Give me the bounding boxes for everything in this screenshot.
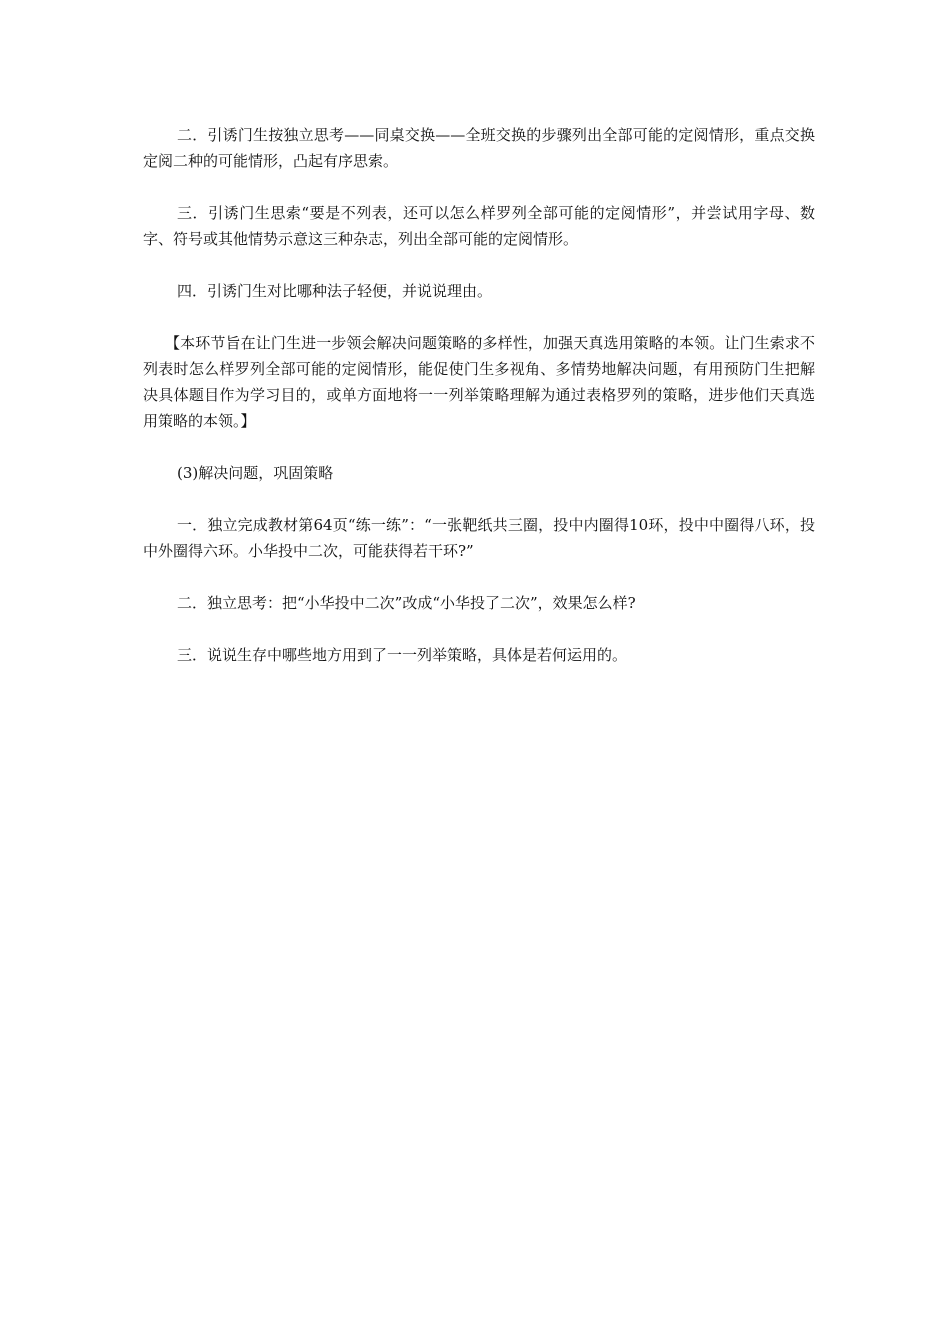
paragraph-design-note: 【本环节旨在让门生进一步领会解决问题策略的多样性，加强天真选用策略的本领。让门生索求不列表时怎么样罗列全部可能的定阅情形，能促使门生多视角、多情势地解决问题，有用预防门生把解决具体题目作为学习目的，或单方面地将一一列举策略理解为通过表格罗列的策略，进步他们天真选用策略的本领。】 <box>143 334 815 430</box>
paragraph-exercise-1: 一．独立完成教材第64页“练一练”：“一张靶纸共三圈，投中内圈得10环，投中中圈得八环，投中外圈得六环。小华投中二次，可能获得若干环?” <box>143 516 815 560</box>
paragraph-step-2: 二．引诱门生按独立思考——同桌交换——全班交换的步骤列出全部可能的定阅情形，重点交换定阅二种的可能情形，凸起有序思索。 <box>143 126 815 170</box>
section-heading-solve-problems: (3)解决问题，巩固策略 <box>177 464 334 482</box>
paragraph-step-4: 四．引诱门生对比哪种法子轻便，并说说理由。 <box>177 282 493 300</box>
document-page <box>143 122 815 694</box>
paragraph-exercise-2: 二．独立思考：把“小华投中二次”改成“小华投了二次”，效果怎么样? <box>177 594 636 612</box>
paragraph-exercise-3: 三．说说生存中哪些地方用到了一一列举策略，具体是若何运用的。 <box>177 646 628 664</box>
paragraph-step-3: 三．引诱门生思索“要是不列表，还可以怎么样罗列全部可能的定阅情形”，并尝试用字母、数字、符号或其他情势示意这三种杂志，列出全部可能的定阅情形。 <box>143 204 815 248</box>
